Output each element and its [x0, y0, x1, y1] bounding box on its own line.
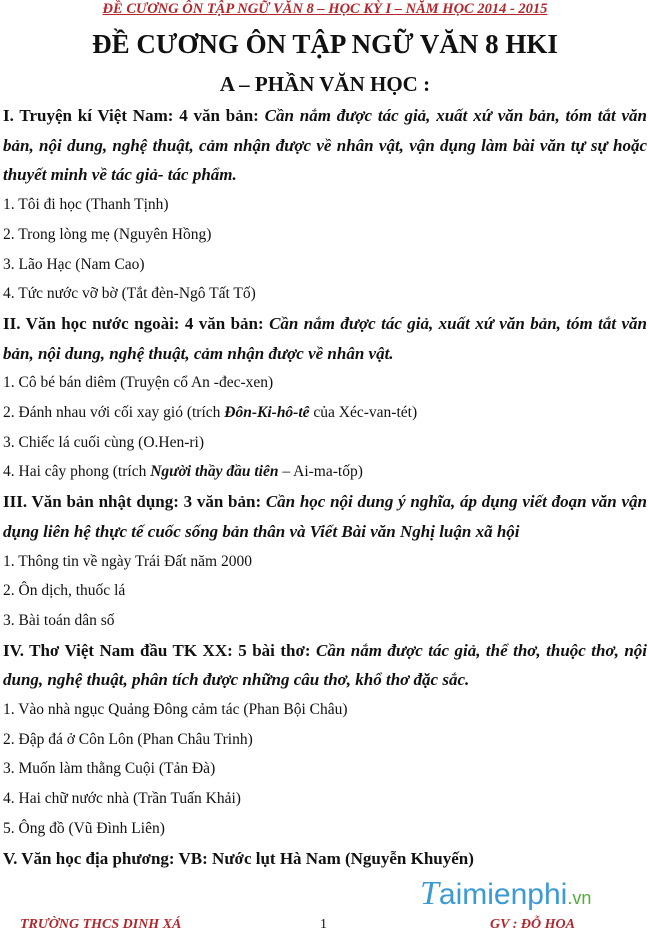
page-title: ĐỀ CƯƠNG ÔN TẬP NGỮ VĂN 8 HKI [92, 29, 558, 59]
list-item: 4. Hai chữ nước nhà (Trần Tuấn Khải) [3, 790, 241, 808]
section-heading-4: IV. Thơ Việt Nam đầu TK XX: 5 bài thơ: Cần nắm được tác giả, thể thơ, thuộc thơ, nội dung, nghệ thuật, phân tích được những câu thơ, khổ thơ đặc sắc. [3, 640, 647, 690]
section-heading-3: III. Văn bản nhật dụng: 3 văn bản: Cần học nội dung ý nghĩa, áp dụng viết đoạn văn vận dụng liên hệ thực tế cuốc sống bản thân và Viết Bài văn Nghị luận xã hội [3, 492, 647, 541]
list-item: 5. Ông đồ (Vũ Đình Liên) [3, 819, 165, 837]
list-item: 3. Bài toán dân số [3, 611, 115, 629]
section-title: A – PHẦN VĂN HỌC : [219, 72, 431, 96]
section-heading-1: I. Truyện kí Việt Nam: 4 văn bản: Cần nắm được tác giả, xuất xứ văn bản, tóm tắt văn bản, nội dung, nghệ thuật, cảm nhận được về nhân vật, vận dụng làm bài văn tự sự hoặc thuyết minh về tác giả- tác phẩm. [3, 106, 647, 185]
section-heading-2: II. Văn học nước ngoài: 4 văn bản: Cần nắm được tác giả, xuất xứ văn bản, tóm tắt văn bản, nội dung, nghệ thuật, cảm nhận được về nhân vật. [3, 313, 647, 363]
watermark-logo: Taimienphi.vn [420, 875, 592, 912]
list-item: 1. Cô bé bán diêm (Truyện cổ An -đec-xen) [3, 374, 274, 392]
list-item: 2. Đập đá ở Côn Lôn (Phan Châu Trinh) [3, 730, 253, 748]
list-item: 3. Muốn làm thằng Cuội (Tản Đà) [3, 760, 216, 778]
list-item: 3. Chiếc lá cuối cùng (O.Hen-ri) [3, 433, 205, 451]
list-item: 4. Tức nước vỡ bờ (Tắt đèn-Ngô Tất Tố) [3, 285, 256, 303]
footer-school: TRƯỜNG THCS DINH XÁ [20, 917, 182, 932]
footer-teacher: GV : ĐỖ HOA [490, 917, 575, 932]
list-item: 1. Vào nhà ngục Quảng Đông cảm tác (Phan Bội Châu) [3, 701, 348, 719]
page-number: 1 [320, 917, 327, 932]
list-item: 4. Hai cây phong (trích Người thầy đầu tiên – Ai-ma-tốp) [3, 463, 363, 481]
list-item: 2. Đánh nhau với cối xay gió (trích Đôn-Ki-hô-tê của Xéc-van-tét) [3, 404, 418, 422]
section-heading-5: V. Văn học địa phương: VB: Nước lụt Hà Nam (Nguyễn Khuyến) [3, 848, 474, 868]
list-item: 3. Lão Hạc (Nam Cao) [3, 255, 145, 273]
list-item: 1. Tôi đi học (Thanh Tịnh) [3, 196, 169, 214]
document-body [3, 101, 647, 873]
list-item: 1. Thông tin về ngày Trái Đất năm 2000 [3, 552, 252, 570]
list-item: 2. Ôn dịch, thuốc lá [3, 582, 126, 600]
document-header: ĐỀ CƯƠNG ÔN TẬP NGỮ VĂN 8 – HỌC KỲ I – NĂM HỌC 2014 - 2015 [102, 1, 548, 17]
list-item: 2. Trong lòng mẹ (Nguyên Hồng) [3, 225, 212, 243]
